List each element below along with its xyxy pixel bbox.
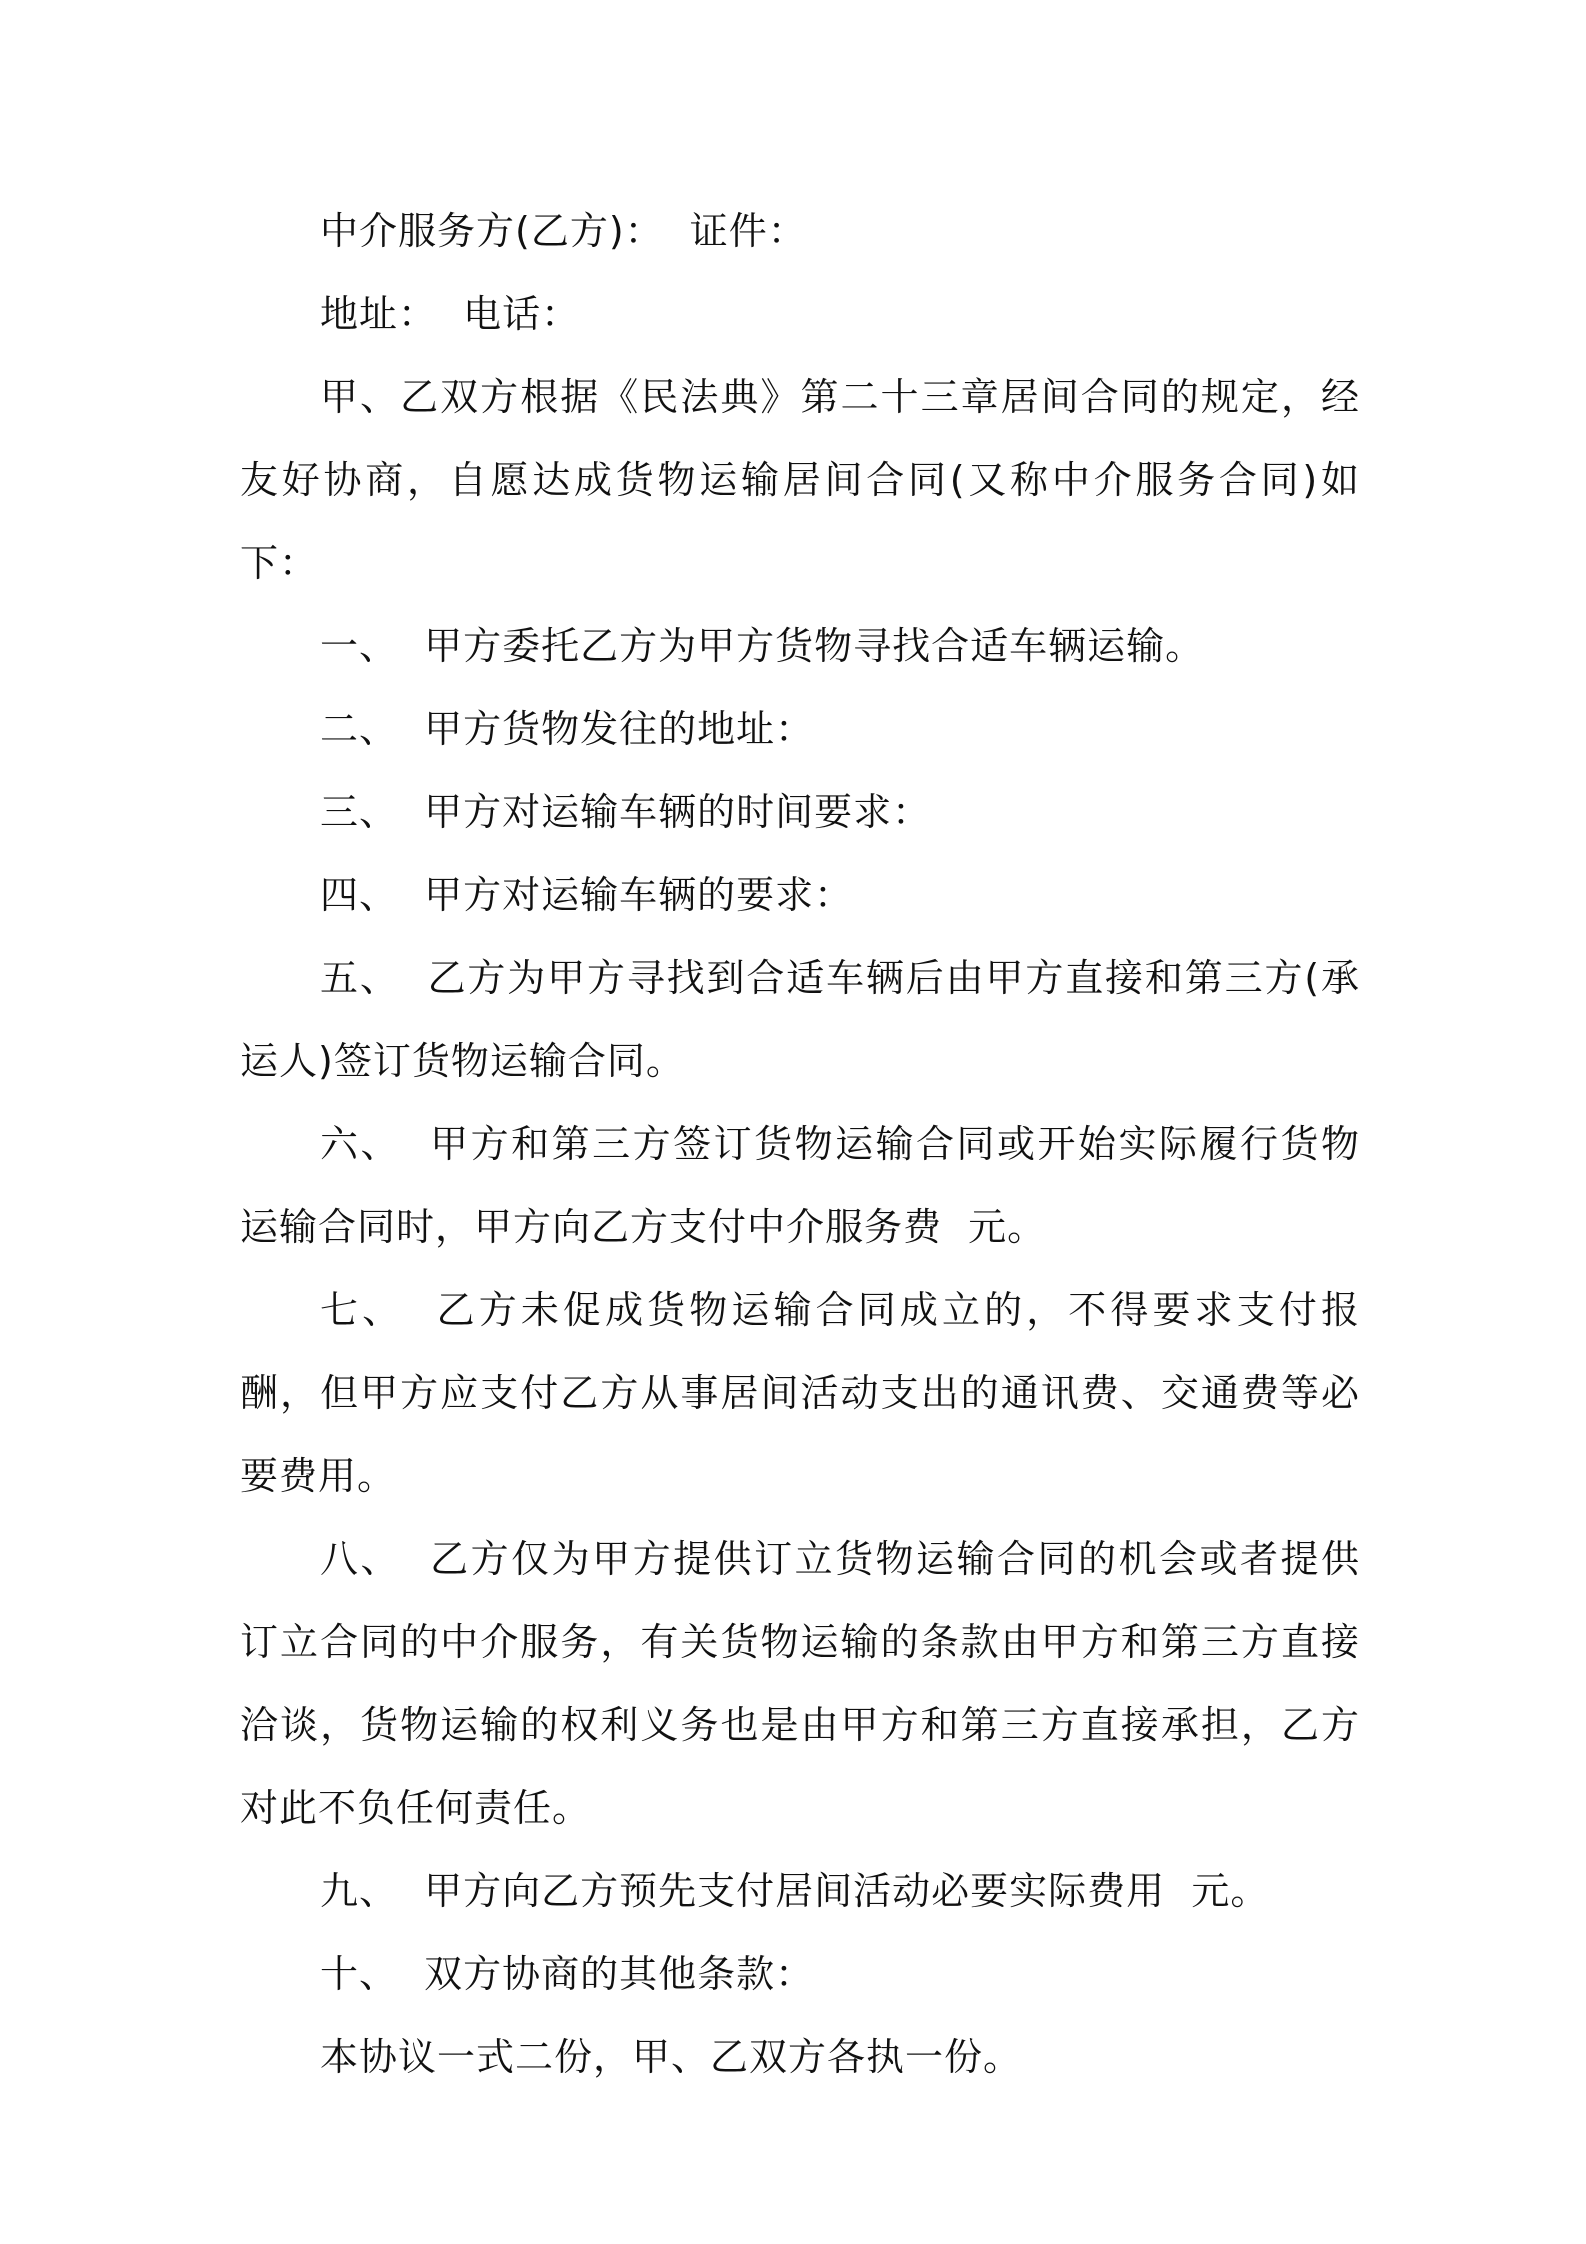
clause-4: 四、 甲方对运输车辆的要求： — [320, 873, 854, 917]
clause-10: 十、 双方协商的其他条款： — [320, 1952, 815, 1996]
clause-8: 八、 乙方仅为甲方提供订立货物运输合同的机会或者提供订立合同的中介服务，有关货物运输的条款由甲方和第三方直接洽谈，货物运输的权利义务也是由甲方和第三方直接承担，乙方对此不负任何责任。 — [240, 1537, 1360, 1830]
address-phone-line: 地址： 电话： — [320, 292, 581, 336]
copies-statement: 本协议一式二份，甲、乙双方各执一份。 — [320, 2035, 1023, 2079]
clause-9: 九、 甲方向乙方预先支付居间活动必要实际费用 元。 — [320, 1869, 1270, 1913]
contract-body — [240, 190, 1360, 2099]
clause-6: 六、 甲方和第三方签订货物运输合同或开始实际履行货物运输合同时，甲方向乙方支付中介服务费 元。 — [240, 1122, 1360, 1249]
clause-7: 七、 乙方未促成货物运输合同成立的，不得要求支付报酬，但甲方应支付乙方从事居间活动支出的通讯费、交通费等必要费用。 — [240, 1288, 1360, 1498]
preamble-paragraph: 甲、乙双方根据《民法典》第二十三章居间合同的规定，经友好协商，自愿达成货物运输居间合同(又称中介服务合同)如下： — [240, 375, 1360, 585]
clause-5: 五、 乙方为甲方寻找到合适车辆后由甲方直接和第三方(承运人)签订货物运输合同。 — [240, 956, 1360, 1083]
intermediary-party-line: 中介服务方(乙方)： 证件： — [320, 209, 807, 253]
clause-1: 一、 甲方委托乙方为甲方货物寻找合适车辆运输。 — [320, 624, 1205, 668]
clause-2: 二、 甲方货物发往的地址： — [320, 707, 815, 751]
clause-3: 三、 甲方对运输车辆的时间要求： — [320, 790, 932, 834]
